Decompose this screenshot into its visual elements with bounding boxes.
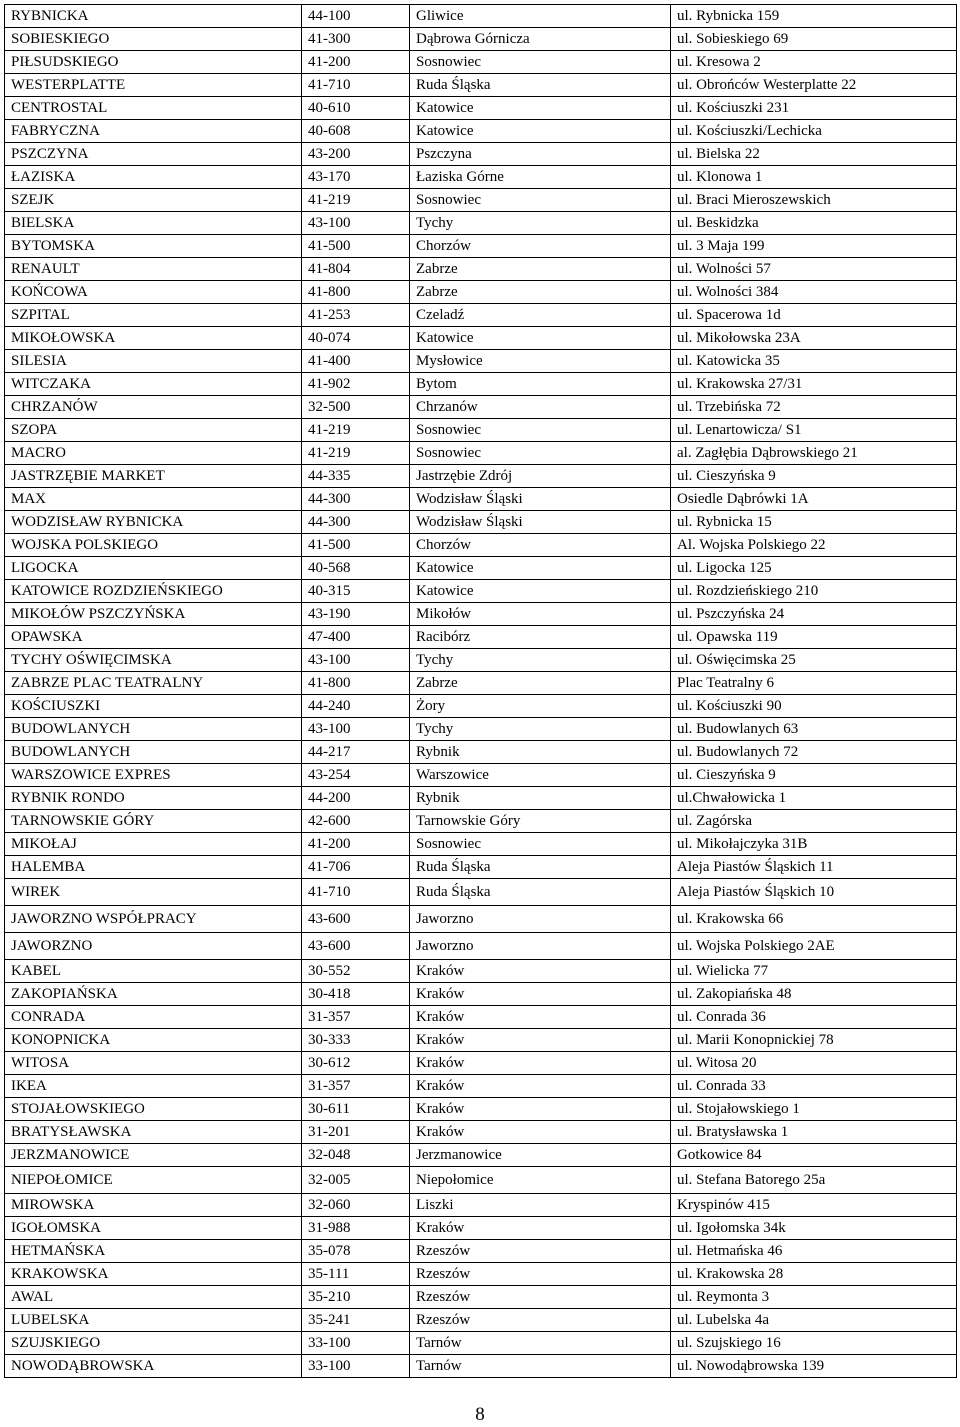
table-row <box>5 1098 957 1121</box>
cell-postal-code: 31-357 <box>302 1075 410 1098</box>
cell-name: WITOSA <box>5 1052 302 1075</box>
cell-postal-code: 44-240 <box>302 695 410 718</box>
table-row <box>5 933 957 960</box>
cell-address: ul. Budowlanych 63 <box>671 718 957 741</box>
cell-name: SZUJSKIEGO <box>5 1332 302 1355</box>
cell-postal-code: 30-612 <box>302 1052 410 1075</box>
cell-postal-code: 32-500 <box>302 396 410 419</box>
cell-postal-code: 43-600 <box>302 933 410 960</box>
cell-city: Tychy <box>410 649 671 672</box>
stores-table <box>4 4 957 1378</box>
cell-postal-code: 40-074 <box>302 327 410 350</box>
cell-address: ul. 3 Maja 199 <box>671 235 957 258</box>
cell-name: BUDOWLANYCH <box>5 718 302 741</box>
cell-name: TYCHY OŚWIĘCIMSKA <box>5 649 302 672</box>
cell-address: ul. Wojska Polskiego 2AE <box>671 933 957 960</box>
cell-city: Ruda Śląska <box>410 74 671 97</box>
cell-city: Zabrze <box>410 672 671 695</box>
cell-address: ul. Marii Konopnickiej 78 <box>671 1029 957 1052</box>
table-row <box>5 1332 957 1355</box>
cell-name: FABRYCZNA <box>5 120 302 143</box>
cell-address: ul. Zagórska <box>671 810 957 833</box>
cell-address: ul. Nowodąbrowska 139 <box>671 1355 957 1378</box>
cell-name: SILESIA <box>5 350 302 373</box>
cell-postal-code: 41-253 <box>302 304 410 327</box>
cell-address: ul. Zakopiańska 48 <box>671 983 957 1006</box>
cell-city: Kraków <box>410 1029 671 1052</box>
cell-name: WITCZAKA <box>5 373 302 396</box>
cell-city: Sosnowiec <box>410 833 671 856</box>
cell-city: Niepołomice <box>410 1167 671 1194</box>
cell-name: ŁAZISKA <box>5 166 302 189</box>
table-row <box>5 1144 957 1167</box>
cell-city: Sosnowiec <box>410 419 671 442</box>
table-row <box>5 419 957 442</box>
cell-name: JASTRZĘBIE MARKET <box>5 465 302 488</box>
cell-address: Kryspinów 415 <box>671 1194 957 1217</box>
cell-name: RENAULT <box>5 258 302 281</box>
cell-postal-code: 40-568 <box>302 557 410 580</box>
table-row <box>5 235 957 258</box>
cell-city: Katowice <box>410 327 671 350</box>
cell-name: SZOPA <box>5 419 302 442</box>
table-row <box>5 603 957 626</box>
cell-name: KOŃCOWA <box>5 281 302 304</box>
cell-name: MACRO <box>5 442 302 465</box>
table-row <box>5 465 957 488</box>
cell-address: ul. Witosa 20 <box>671 1052 957 1075</box>
table-row <box>5 741 957 764</box>
cell-name: BRATYSŁAWSKA <box>5 1121 302 1144</box>
cell-city: Mikołów <box>410 603 671 626</box>
cell-city: Wodzisław Śląski <box>410 511 671 534</box>
cell-name: ZAKOPIAŃSKA <box>5 983 302 1006</box>
cell-city: Tarnów <box>410 1332 671 1355</box>
cell-name: LIGOCKA <box>5 557 302 580</box>
cell-city: Katowice <box>410 97 671 120</box>
cell-name: AWAL <box>5 1286 302 1309</box>
table-row <box>5 856 957 879</box>
cell-address: ul. Mikołowska 23A <box>671 327 957 350</box>
cell-address: ul. Krakowska 28 <box>671 1263 957 1286</box>
cell-city: Rybnik <box>410 741 671 764</box>
table-row <box>5 97 957 120</box>
cell-city: Katowice <box>410 580 671 603</box>
table-row <box>5 906 957 933</box>
table-row <box>5 120 957 143</box>
cell-city: Rybnik <box>410 787 671 810</box>
cell-name: WESTERPLATTE <box>5 74 302 97</box>
cell-name: WIREK <box>5 879 302 906</box>
cell-address: ul. Lenartowicza/ S1 <box>671 419 957 442</box>
cell-city: Kraków <box>410 1006 671 1029</box>
cell-city: Bytom <box>410 373 671 396</box>
cell-address: ul. Cieszyńska 9 <box>671 465 957 488</box>
cell-name: STOJAŁOWSKIEGO <box>5 1098 302 1121</box>
table-row <box>5 258 957 281</box>
cell-address: ul. Conrada 36 <box>671 1006 957 1029</box>
cell-postal-code: 41-400 <box>302 350 410 373</box>
cell-address: ul. Lubelska 4a <box>671 1309 957 1332</box>
table-row <box>5 1029 957 1052</box>
cell-address: ul. Budowlanych 72 <box>671 741 957 764</box>
cell-name: NIEPOŁOMICE <box>5 1167 302 1194</box>
cell-city: Ruda Śląska <box>410 879 671 906</box>
cell-city: Tarnowskie Góry <box>410 810 671 833</box>
cell-postal-code: 41-219 <box>302 189 410 212</box>
cell-city: Tychy <box>410 718 671 741</box>
cell-city: Czeladź <box>410 304 671 327</box>
cell-address: ul. Oświęcimska 25 <box>671 649 957 672</box>
table-row <box>5 166 957 189</box>
cell-postal-code: 33-100 <box>302 1355 410 1378</box>
cell-address: ul. Kościuszki 231 <box>671 97 957 120</box>
cell-name: PSZCZYNA <box>5 143 302 166</box>
table-row <box>5 212 957 235</box>
stores-table-body <box>5 5 957 1378</box>
cell-postal-code: 41-219 <box>302 442 410 465</box>
cell-address: ul. Kresowa 2 <box>671 51 957 74</box>
cell-postal-code: 32-048 <box>302 1144 410 1167</box>
cell-name: ZABRZE PLAC TEATRALNY <box>5 672 302 695</box>
cell-name: KRAKOWSKA <box>5 1263 302 1286</box>
cell-postal-code: 31-988 <box>302 1217 410 1240</box>
cell-address: ul. Pszczyńska 24 <box>671 603 957 626</box>
cell-name: PIŁSUDSKIEGO <box>5 51 302 74</box>
table-row <box>5 511 957 534</box>
cell-postal-code: 30-418 <box>302 983 410 1006</box>
cell-city: Kraków <box>410 960 671 983</box>
cell-postal-code: 43-100 <box>302 718 410 741</box>
cell-address: ul. Ligocka 125 <box>671 557 957 580</box>
cell-city: Katowice <box>410 557 671 580</box>
cell-name: BYTOMSKA <box>5 235 302 258</box>
table-row <box>5 396 957 419</box>
table-row <box>5 74 957 97</box>
cell-address: ul. Reymonta 3 <box>671 1286 957 1309</box>
cell-postal-code: 30-611 <box>302 1098 410 1121</box>
cell-postal-code: 30-333 <box>302 1029 410 1052</box>
cell-postal-code: 41-200 <box>302 51 410 74</box>
cell-postal-code: 35-210 <box>302 1286 410 1309</box>
cell-name: TARNOWSKIE GÓRY <box>5 810 302 833</box>
table-row <box>5 373 957 396</box>
cell-postal-code: 41-219 <box>302 419 410 442</box>
cell-address: Aleja Piastów Śląskich 11 <box>671 856 957 879</box>
cell-city: Jaworzno <box>410 906 671 933</box>
table-row <box>5 28 957 51</box>
table-row <box>5 1167 957 1194</box>
cell-city: Tychy <box>410 212 671 235</box>
cell-city: Ruda Śląska <box>410 856 671 879</box>
cell-postal-code: 41-804 <box>302 258 410 281</box>
cell-postal-code: 41-500 <box>302 235 410 258</box>
table-row <box>5 442 957 465</box>
cell-postal-code: 40-315 <box>302 580 410 603</box>
cell-address: ul. Beskidzka <box>671 212 957 235</box>
cell-postal-code: 43-100 <box>302 212 410 235</box>
cell-postal-code: 44-200 <box>302 787 410 810</box>
table-row <box>5 488 957 511</box>
cell-city: Kraków <box>410 1052 671 1075</box>
cell-address: ul. Bielska 22 <box>671 143 957 166</box>
cell-name: MIKOŁAJ <box>5 833 302 856</box>
cell-name: MIKOŁOWSKA <box>5 327 302 350</box>
cell-name: WODZISŁAW RYBNICKA <box>5 511 302 534</box>
cell-postal-code: 44-217 <box>302 741 410 764</box>
cell-name: RYBNICKA <box>5 5 302 28</box>
cell-postal-code: 43-170 <box>302 166 410 189</box>
table-row <box>5 1217 957 1240</box>
cell-postal-code: 41-706 <box>302 856 410 879</box>
cell-postal-code: 35-111 <box>302 1263 410 1286</box>
table-row <box>5 718 957 741</box>
cell-name: WARSZOWICE EXPRES <box>5 764 302 787</box>
cell-name: JERZMANOWICE <box>5 1144 302 1167</box>
cell-postal-code: 43-200 <box>302 143 410 166</box>
cell-address: ul. Braci Mieroszewskich <box>671 189 957 212</box>
cell-postal-code: 41-800 <box>302 672 410 695</box>
table-row <box>5 189 957 212</box>
cell-address: Al. Wojska Polskiego 22 <box>671 534 957 557</box>
cell-address: ul. Kościuszki 90 <box>671 695 957 718</box>
cell-address: ul. Spacerowa 1d <box>671 304 957 327</box>
cell-postal-code: 41-300 <box>302 28 410 51</box>
cell-postal-code: 44-335 <box>302 465 410 488</box>
cell-city: Chorzów <box>410 534 671 557</box>
cell-city: Zabrze <box>410 281 671 304</box>
cell-name: RYBNIK RONDO <box>5 787 302 810</box>
cell-name: MAX <box>5 488 302 511</box>
cell-name: JAWORZNO WSPÓŁPRACY <box>5 906 302 933</box>
table-row <box>5 1355 957 1378</box>
table-row <box>5 787 957 810</box>
cell-city: Sosnowiec <box>410 51 671 74</box>
cell-name: KATOWICE ROZDZIEŃSKIEGO <box>5 580 302 603</box>
cell-city: Kraków <box>410 1075 671 1098</box>
cell-city: Jaworzno <box>410 933 671 960</box>
table-row <box>5 304 957 327</box>
cell-address: ul. Trzebińska 72 <box>671 396 957 419</box>
table-row <box>5 983 957 1006</box>
table-row <box>5 1121 957 1144</box>
cell-address: ul. Bratysławska 1 <box>671 1121 957 1144</box>
cell-postal-code: 43-254 <box>302 764 410 787</box>
cell-name: HALEMBA <box>5 856 302 879</box>
table-row <box>5 1263 957 1286</box>
cell-city: Zabrze <box>410 258 671 281</box>
cell-city: Dąbrowa Górnicza <box>410 28 671 51</box>
cell-name: CENTROSTAL <box>5 97 302 120</box>
cell-city: Kraków <box>410 1121 671 1144</box>
table-row <box>5 1075 957 1098</box>
table-row <box>5 143 957 166</box>
cell-city: Jastrzębie Zdrój <box>410 465 671 488</box>
cell-address: ul. Cieszyńska 9 <box>671 764 957 787</box>
cell-name: LUBELSKA <box>5 1309 302 1332</box>
cell-name: OPAWSKA <box>5 626 302 649</box>
cell-name: KONOPNICKA <box>5 1029 302 1052</box>
cell-postal-code: 44-100 <box>302 5 410 28</box>
cell-city: Rzeszów <box>410 1309 671 1332</box>
cell-city: Kraków <box>410 1217 671 1240</box>
cell-city: Jerzmanowice <box>410 1144 671 1167</box>
cell-name: WOJSKA POLSKIEGO <box>5 534 302 557</box>
table-row <box>5 1309 957 1332</box>
cell-name: CHRZANÓW <box>5 396 302 419</box>
cell-address: ul.Chwałowicka 1 <box>671 787 957 810</box>
cell-address: ul. Klonowa 1 <box>671 166 957 189</box>
cell-address: Plac Teatralny 6 <box>671 672 957 695</box>
cell-city: Liszki <box>410 1194 671 1217</box>
cell-address: ul. Obrońców Westerplatte 22 <box>671 74 957 97</box>
cell-name: IGOŁOMSKA <box>5 1217 302 1240</box>
table-row <box>5 5 957 28</box>
cell-city: Sosnowiec <box>410 442 671 465</box>
cell-postal-code: 42-600 <box>302 810 410 833</box>
cell-city: Mysłowice <box>410 350 671 373</box>
cell-city: Chrzanów <box>410 396 671 419</box>
cell-city: Kraków <box>410 1098 671 1121</box>
cell-address: Gotkowice 84 <box>671 1144 957 1167</box>
cell-city: Rzeszów <box>410 1286 671 1309</box>
cell-postal-code: 47-400 <box>302 626 410 649</box>
cell-city: Pszczyna <box>410 143 671 166</box>
cell-postal-code: 41-200 <box>302 833 410 856</box>
cell-postal-code: 35-078 <box>302 1240 410 1263</box>
cell-address: ul. Opawska 119 <box>671 626 957 649</box>
cell-address: ul. Mikołajczyka 31B <box>671 833 957 856</box>
cell-postal-code: 41-800 <box>302 281 410 304</box>
cell-address: ul. Rybnicka 15 <box>671 511 957 534</box>
table-row <box>5 879 957 906</box>
cell-postal-code: 41-902 <box>302 373 410 396</box>
table-row <box>5 833 957 856</box>
cell-address: ul. Krakowska 27/31 <box>671 373 957 396</box>
cell-postal-code: 41-500 <box>302 534 410 557</box>
cell-address: ul. Stefana Batorego 25a <box>671 1167 957 1194</box>
cell-address: ul. Wolności 57 <box>671 258 957 281</box>
cell-address: ul. Hetmańska 46 <box>671 1240 957 1263</box>
cell-name: SZPITAL <box>5 304 302 327</box>
cell-name: CONRADA <box>5 1006 302 1029</box>
cell-address: ul. Rybnicka 159 <box>671 5 957 28</box>
cell-postal-code: 41-710 <box>302 74 410 97</box>
cell-name: BIELSKA <box>5 212 302 235</box>
cell-name: KOŚCIUSZKI <box>5 695 302 718</box>
cell-postal-code: 40-608 <box>302 120 410 143</box>
cell-postal-code: 43-600 <box>302 906 410 933</box>
cell-postal-code: 41-710 <box>302 879 410 906</box>
cell-postal-code: 31-357 <box>302 1006 410 1029</box>
cell-address: ul. Kościuszki/Lechicka <box>671 120 957 143</box>
cell-city: Warszowice <box>410 764 671 787</box>
cell-city: Rzeszów <box>410 1240 671 1263</box>
table-row <box>5 1286 957 1309</box>
cell-postal-code: 31-201 <box>302 1121 410 1144</box>
page-number: 8 <box>475 1404 485 1425</box>
table-row <box>5 810 957 833</box>
cell-city: Chorzów <box>410 235 671 258</box>
cell-name: MIKOŁÓW PSZCZYŃSKA <box>5 603 302 626</box>
table-row <box>5 327 957 350</box>
cell-address: ul. Krakowska 66 <box>671 906 957 933</box>
cell-name: SOBIESKIEGO <box>5 28 302 51</box>
table-row <box>5 557 957 580</box>
table-row <box>5 534 957 557</box>
cell-name: BUDOWLANYCH <box>5 741 302 764</box>
cell-address: ul. Sobieskiego 69 <box>671 28 957 51</box>
cell-name: SZEJK <box>5 189 302 212</box>
cell-address: ul. Katowicka 35 <box>671 350 957 373</box>
cell-city: Kraków <box>410 983 671 1006</box>
cell-city: Żory <box>410 695 671 718</box>
cell-address: ul. Szujskiego 16 <box>671 1332 957 1355</box>
cell-name: HETMAŃSKA <box>5 1240 302 1263</box>
table-row <box>5 672 957 695</box>
cell-name: NOWODĄBROWSKA <box>5 1355 302 1378</box>
table-row <box>5 764 957 787</box>
cell-address: Osiedle Dąbrówki 1A <box>671 488 957 511</box>
cell-city: Gliwice <box>410 5 671 28</box>
table-row <box>5 1240 957 1263</box>
cell-city: Katowice <box>410 120 671 143</box>
cell-name: MIROWSKA <box>5 1194 302 1217</box>
cell-postal-code: 33-100 <box>302 1332 410 1355</box>
table-row <box>5 281 957 304</box>
cell-address: ul. Wielicka 77 <box>671 960 957 983</box>
table-row <box>5 1052 957 1075</box>
cell-postal-code: 43-100 <box>302 649 410 672</box>
cell-postal-code: 32-005 <box>302 1167 410 1194</box>
table-row <box>5 350 957 373</box>
table-row <box>5 1006 957 1029</box>
cell-address: ul. Stojałowskiego 1 <box>671 1098 957 1121</box>
cell-address: ul. Rozdzieńskiego 210 <box>671 580 957 603</box>
table-row <box>5 960 957 983</box>
cell-postal-code: 43-190 <box>302 603 410 626</box>
cell-city: Rzeszów <box>410 1263 671 1286</box>
cell-address: ul. Igołomska 34k <box>671 1217 957 1240</box>
cell-postal-code: 44-300 <box>302 488 410 511</box>
table-row <box>5 580 957 603</box>
table-row <box>5 51 957 74</box>
cell-postal-code: 30-552 <box>302 960 410 983</box>
cell-city: Racibórz <box>410 626 671 649</box>
cell-postal-code: 35-241 <box>302 1309 410 1332</box>
cell-name: IKEA <box>5 1075 302 1098</box>
cell-city: Wodzisław Śląski <box>410 488 671 511</box>
cell-city: Łaziska Górne <box>410 166 671 189</box>
cell-address: ul. Conrada 33 <box>671 1075 957 1098</box>
table-row <box>5 649 957 672</box>
table-row <box>5 1194 957 1217</box>
cell-name: KABEL <box>5 960 302 983</box>
cell-city: Tarnów <box>410 1355 671 1378</box>
cell-postal-code: 32-060 <box>302 1194 410 1217</box>
cell-address: ul. Wolności 384 <box>671 281 957 304</box>
table-row <box>5 695 957 718</box>
cell-city: Sosnowiec <box>410 189 671 212</box>
cell-postal-code: 44-300 <box>302 511 410 534</box>
cell-postal-code: 40-610 <box>302 97 410 120</box>
table-row <box>5 626 957 649</box>
cell-name: JAWORZNO <box>5 933 302 960</box>
cell-address: al. Zagłębia Dąbrowskiego 21 <box>671 442 957 465</box>
cell-address: Aleja Piastów Śląskich 10 <box>671 879 957 906</box>
